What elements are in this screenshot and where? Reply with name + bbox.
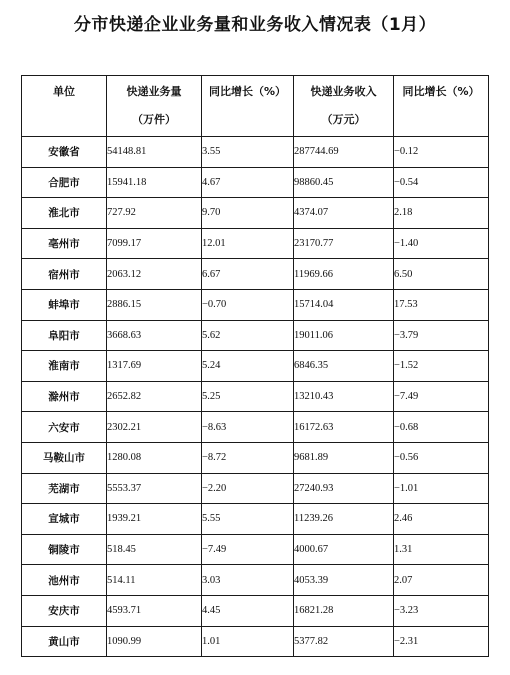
table-row [22, 259, 489, 290]
table-row [22, 442, 489, 473]
row-volume: 727.92 [107, 198, 202, 229]
row-unit-name: 黄山市 [22, 626, 107, 657]
table-row [22, 534, 489, 565]
table-row [22, 198, 489, 229]
row-volume-yoy: 6.67 [202, 259, 294, 290]
header-revenue-yoy-spacer [394, 106, 488, 134]
row-revenue-yoy: −2.31 [394, 626, 489, 657]
row-volume: 2886.15 [107, 289, 202, 320]
header-unit-spacer [22, 106, 106, 134]
row-revenue: 15714.04 [294, 289, 394, 320]
row-volume: 54148.81 [107, 137, 202, 168]
row-unit-name: 淮南市 [22, 351, 107, 382]
row-volume: 7099.17 [107, 228, 202, 259]
table-row [22, 167, 489, 198]
row-revenue-yoy: −0.54 [394, 167, 489, 198]
row-revenue: 287744.69 [294, 137, 394, 168]
row-revenue: 98860.45 [294, 167, 394, 198]
row-volume: 15941.18 [107, 167, 202, 198]
row-revenue: 11239.26 [294, 504, 394, 535]
row-unit-name: 六安市 [22, 412, 107, 443]
table-header [22, 76, 489, 137]
row-volume-yoy: 3.03 [202, 565, 294, 596]
row-revenue: 19011.06 [294, 320, 394, 351]
row-revenue-yoy: 2.18 [394, 198, 489, 229]
row-unit-name: 宿州市 [22, 259, 107, 290]
row-revenue: 23170.77 [294, 228, 394, 259]
row-revenue: 27240.93 [294, 473, 394, 504]
row-volume: 1280.08 [107, 442, 202, 473]
row-volume: 1939.21 [107, 504, 202, 535]
row-unit-name: 宣城市 [22, 504, 107, 535]
row-revenue-yoy: 1.31 [394, 534, 489, 565]
row-revenue: 16172.63 [294, 412, 394, 443]
row-unit-name: 铜陵市 [22, 534, 107, 565]
table-row [22, 626, 489, 657]
row-volume: 514.11 [107, 565, 202, 596]
row-unit-name: 淮北市 [22, 198, 107, 229]
table-row [22, 289, 489, 320]
row-volume: 5553.37 [107, 473, 202, 504]
row-volume-yoy: 5.24 [202, 351, 294, 382]
row-unit-name: 阜阳市 [22, 320, 107, 351]
header-revenue [294, 76, 394, 137]
row-revenue: 5377.82 [294, 626, 394, 657]
row-revenue: 4000.67 [294, 534, 394, 565]
table-row [22, 381, 489, 412]
row-revenue-yoy: −1.40 [394, 228, 489, 259]
row-revenue-yoy: −0.56 [394, 442, 489, 473]
header-volume-yoy-spacer [202, 106, 293, 134]
header-volume-yoy [202, 76, 294, 137]
table-row [22, 595, 489, 626]
row-volume: 2652.82 [107, 381, 202, 412]
row-unit-name: 池州市 [22, 565, 107, 596]
row-revenue: 6846.35 [294, 351, 394, 382]
row-revenue-yoy: 2.46 [394, 504, 489, 535]
row-volume-yoy: 3.55 [202, 137, 294, 168]
header-revenue-label: 快递业务收入 [310, 85, 377, 98]
table-row [22, 565, 489, 596]
row-revenue: 9681.89 [294, 442, 394, 473]
table-row [22, 137, 489, 168]
row-volume: 1090.99 [107, 626, 202, 657]
table-row [22, 320, 489, 351]
header-revenue-yoy [394, 76, 489, 137]
header-volume-label: 快递业务量 [126, 85, 182, 98]
header-volume-unit: （万件） [132, 113, 176, 126]
table-row [22, 351, 489, 382]
row-volume: 1317.69 [107, 351, 202, 382]
row-volume: 2302.21 [107, 412, 202, 443]
row-volume-yoy: 1.01 [202, 626, 294, 657]
row-revenue-yoy: 2.07 [394, 565, 489, 596]
table-body [22, 137, 489, 657]
row-revenue: 13210.43 [294, 381, 394, 412]
row-unit-name: 亳州市 [22, 228, 107, 259]
row-volume-yoy: 5.62 [202, 320, 294, 351]
row-volume-yoy: 12.01 [202, 228, 294, 259]
row-revenue-yoy: −1.01 [394, 473, 489, 504]
row-volume-yoy: −0.70 [202, 289, 294, 320]
header-revenue-unit: （万元） [321, 113, 366, 126]
row-revenue-yoy: −3.23 [394, 595, 489, 626]
row-unit-name: 蚌埠市 [22, 289, 107, 320]
row-revenue-yoy: −0.12 [394, 137, 489, 168]
header-row [22, 76, 489, 137]
row-volume-yoy: 5.25 [202, 381, 294, 412]
row-revenue: 16821.28 [294, 595, 394, 626]
header-volume-yoy-label: 同比增长（%） [208, 85, 287, 98]
document-title: 分市快递企业业务量和业务收入情况表（1月） [73, 15, 437, 35]
row-volume: 4593.71 [107, 595, 202, 626]
header-unit [22, 76, 107, 137]
express-report-table [21, 75, 489, 657]
row-unit-name: 芜湖市 [22, 473, 107, 504]
row-revenue: 4374.07 [294, 198, 394, 229]
row-revenue-yoy: −7.49 [394, 381, 489, 412]
row-revenue-yoy: −3.79 [394, 320, 489, 351]
table-row [22, 412, 489, 443]
row-volume-yoy: 9.70 [202, 198, 294, 229]
row-volume: 518.45 [107, 534, 202, 565]
header-unit-label: 单位 [53, 85, 75, 98]
row-revenue-yoy: −0.68 [394, 412, 489, 443]
row-volume: 3668.63 [107, 320, 202, 351]
header-volume [107, 76, 202, 137]
row-revenue: 4053.39 [294, 565, 394, 596]
header-revenue-yoy-label: 同比增长（%） [402, 85, 480, 98]
row-unit-name: 马鞍山市 [22, 442, 107, 473]
table-row [22, 228, 489, 259]
row-volume: 2063.12 [107, 259, 202, 290]
row-volume-yoy: −2.20 [202, 473, 294, 504]
row-revenue-yoy: −1.52 [394, 351, 489, 382]
row-unit-name: 安徽省 [22, 137, 107, 168]
table-row [22, 473, 489, 504]
row-revenue: 11969.66 [294, 259, 394, 290]
row-revenue-yoy: 17.53 [394, 289, 489, 320]
row-volume-yoy: −7.49 [202, 534, 294, 565]
table-row [22, 504, 489, 535]
row-unit-name: 合肥市 [22, 167, 107, 198]
row-unit-name: 滁州市 [22, 381, 107, 412]
row-volume-yoy: −8.63 [202, 412, 294, 443]
row-volume-yoy: 4.45 [202, 595, 294, 626]
row-unit-name: 安庆市 [22, 595, 107, 626]
row-revenue-yoy: 6.50 [394, 259, 489, 290]
row-volume-yoy: −8.72 [202, 442, 294, 473]
row-volume-yoy: 4.67 [202, 167, 294, 198]
row-volume-yoy: 5.55 [202, 504, 294, 535]
